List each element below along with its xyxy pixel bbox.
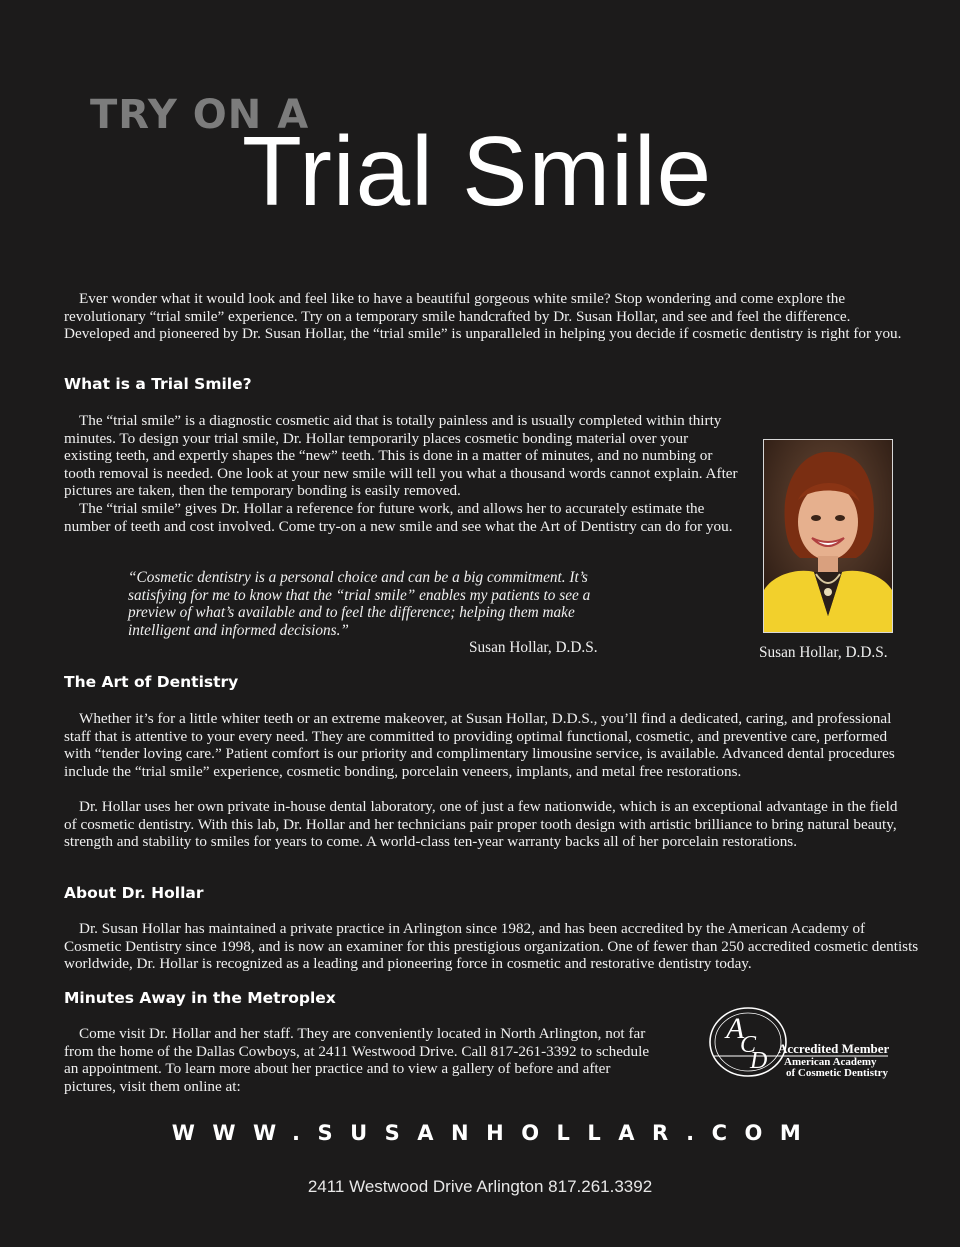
heading-minutes-away: Minutes Away in the Metroplex [64,989,336,1007]
intro-paragraph: Ever wonder what it would look and feel like to have a beautiful gorgeous white smile? Stop wondering and come explore the revolutionary “trial smile” experience. Try on a temporary smile handcrafted by Dr. Susan Hollar, and see and feel the difference. Developed and pioneered by Dr. Susan Hollar, the “trial smile” is unparalleled in helping you decide if cosmetic dentistry is right for you. [64,290,902,343]
footer-address: 2411 Westwood Drive Arlington 817.261.3392 [307,1177,653,1196]
website-url[interactable]: WWW.SUSANHOLLAR.COM [171,1121,819,1145]
svg-text:C: C [740,1032,757,1058]
heading-art-of-dentistry: The Art of Dentistry [64,673,239,691]
trial-paragraph-2: The “trial smile” gives Dr. Hollar a reference for future work, and allows her to accurately estimate the number of teeth and cost involved. Come try-on a new smile and see what the Art of Dentistry can do for you. [64,500,733,535]
portrait-caption: Susan Hollar, D.D.S. [759,644,888,661]
kicker-title: TRY ON A [90,92,310,138]
badge-line-3: of Cosmetic Dentistry [786,1067,889,1079]
art-paragraph-2: Dr. Hollar uses her own private in-house dental laboratory, one of just a few nationwide, which is an exceptional advantage in the field of cosmetic dentistry. With this lab, Dr. Hollar and her technicians pair proper tooth design with artistic brilliance to bring natural beauty, strength and stability to smiles for years to come. A world-class ten-year warranty backs all of her porcelain restorations. [64,798,898,851]
badge-line-2: American Academy [784,1056,877,1068]
svg-text:D: D [750,1048,768,1074]
heading-what-is-trial-smile: What is a Trial Smile? [64,375,252,393]
doctor-portrait [763,439,893,633]
trial-paragraph-1: The “trial smile” is a diagnostic cosmetic aid that is totally painless and is usually completed within thirty minutes. To design your trial smile, Dr. Hollar temporarily places cosmetic bonding material over your existing teeth, and expertly shapes the “new” teeth. This is done in a matter of minutes, and no numbing or tooth removal is needed. One look at your new smile will tell you what a thousand words cannot explain. After pictures are taken, then the temporary bonding is easily removed. [64,412,738,500]
doctor-quote: “Cosmetic dentistry is a personal choice and can be a big commitment. It’s satisfying for me to know that the “trial smile” enables my patients to see a preview of what’s available and to feel the difference; helping them make intelligent and informed decisions.” [128,569,591,639]
about-paragraph: Dr. Susan Hollar has maintained a private practice in Arlington since 1982, and has been accredited by the American Academy of Cosmetic Dentistry since 1998, and is now an examiner for this prestigious organization. One of fewer than 250 accredited cosmetic dentists worldwide, Dr. Hollar is recognized as a leading and pioneering force in cosmetic and restorative dentistry today. [64,920,919,973]
heading-about-dr-hollar: About Dr. Hollar [64,884,204,902]
main-title: Trial Smile [242,116,713,226]
svg-text:A: A [726,1012,745,1045]
quote-signature: Susan Hollar, D.D.S. [469,639,598,656]
location-paragraph: Come visit Dr. Hollar and her staff. They are conveniently located in North Arlington, not far from the home of the Dallas Cowboys, at 2411 Westwood Drive. Call 817-261-3392 to schedule an appointment. To learn more about her practice and to view a gallery of before and after pictures, visit them online at: [64,1025,650,1095]
badge-line-1: Accredited Member [778,1041,890,1056]
portrait-photo-icon [764,440,892,632]
aacd-badge [706,1004,896,1084]
art-paragraph-1: Whether it’s for a little whiter teeth or an extreme makeover, at Susan Hollar, D.D.S., you’ll find a dedicated, caring, and professional staff that is attentive to your every need. They are committed to providing optimal functional, cosmetic, and preventive care, performed with “tender loving care.” Patient comfort is our priority and complimentary limousine service, is available. Advanced dental procedures include the “trial smile” experience, cosmetic bonding, porcelain veneers, implants, and metal free restorations. [64,710,895,780]
